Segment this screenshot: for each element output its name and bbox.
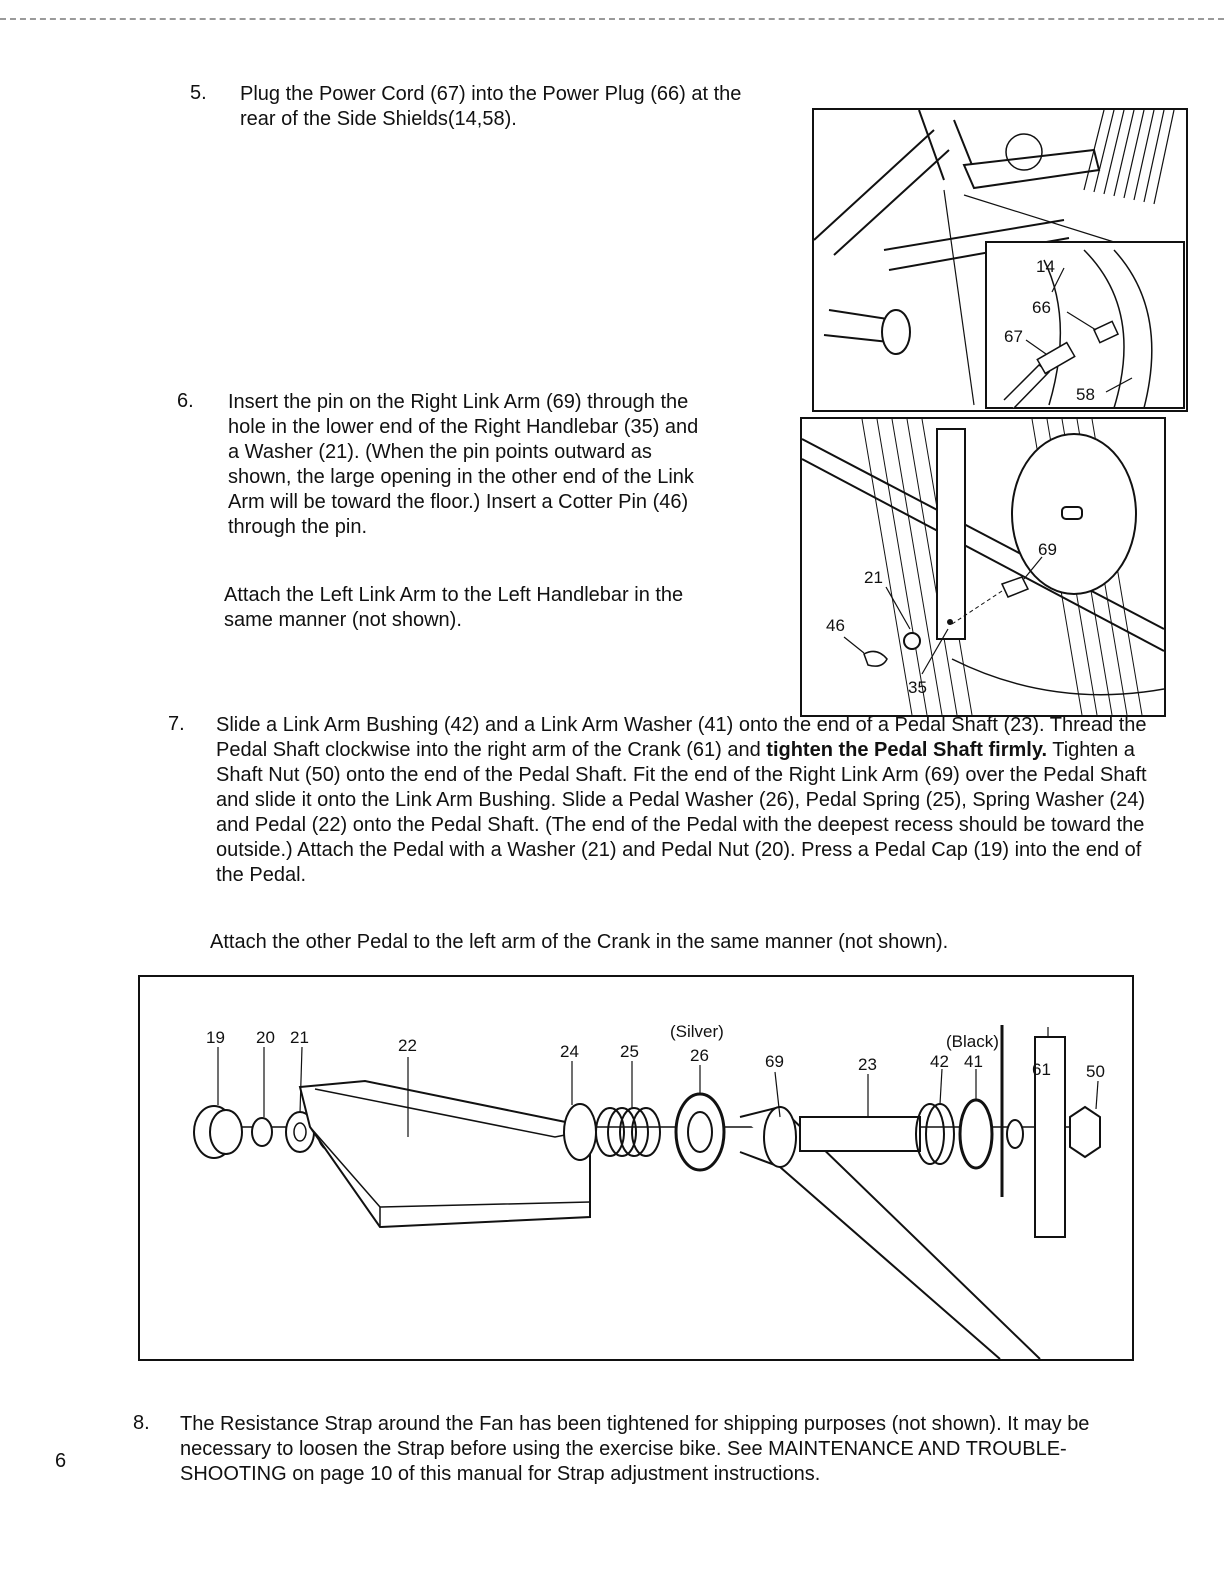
part-label-69: 69 [765,1052,784,1071]
part-label-23: 23 [858,1055,877,1074]
figure-label-14: 14 [1036,257,1055,276]
figure-label-69: 69 [1038,540,1057,559]
part-label-26: 26 [690,1046,709,1065]
figure-label-46: 46 [826,616,845,635]
step-8-number: 8. [133,1412,150,1434]
step-7-text [216,713,1171,888]
step-7-text-part1: Slide a Link Arm Bushing (42) and a Link Arm Washer (41) onto the end of a Pedal Shaft (23). Thread the Pedal Shaft clockwise into the right arm of the Crank (61) and [216,714,1147,761]
figure-label-58: 58 [1076,385,1095,404]
step-7-note: Attach the other Pedal to the left arm of the Crank in the same manner (not shown). [210,931,949,953]
figure-label-67: 67 [1004,327,1023,346]
part-label-50: 50 [1086,1062,1105,1081]
part-label-20: 20 [256,1028,275,1047]
part-label-42: 42 [930,1052,949,1071]
step-6-number: 6. [177,390,194,412]
step-7-text-part2: Tighten a Shaft Nut (50) onto the end of the Pedal Shaft. Fit the end of the Right Link Arm (69) over the Pedal Shaft and slide it onto the Link Arm Bushing. Slide a Pedal Washer (26), Pedal Spring (25), Spring Washer (24) and Pedal (22) onto the Pedal Shaft. (The end of the Pedal with the deepest recess should be toward the outside.) Attach the Pedal with a Washer (21) and Pedal Nut (20). Press a Pedal Cap (19) into the end of the Pedal. [216,739,1147,886]
step-7-bold-text: tighten the Pedal Shaft firmly. [766,739,1048,761]
figure-label-66: 66 [1032,298,1051,317]
step-6-note: Attach the Left Link Arm to the Left Handlebar in the same manner (not shown). [224,584,684,631]
part-label-black: (Black) [946,1032,999,1051]
figure-label-21: 21 [864,568,883,587]
step-8-text: The Resistance Strap around the Fan has been tightened for shipping purposes (not shown). It may be necessary to loosen the Strap before using the exercise bike. See MAINTENANCE AND TROUBLE-SHOOTING on page 10 of this manual for Strap adjustment instructions. [180,1413,1090,1485]
part-label-22: 22 [398,1036,417,1055]
part-label-19: 19 [206,1028,225,1047]
scan-top-edge-line [0,18,1224,20]
part-label-silver: (Silver) [670,1022,724,1041]
step-6-text: Insert the pin on the Right Link Arm (69) through the hole in the lower end of the Right Handlebar (35) and a Washer (21). (When the pin points outward as shown, the large opening in the other end of the Link Arm will be toward the floor.) Insert a Cotter Pin (46) through the pin. [228,391,699,538]
step-7-number: 7. [168,713,185,735]
part-label-24: 24 [560,1042,579,1061]
page-number: 6 [55,1450,67,1472]
link-arm-illustration [802,419,1164,715]
step-5-number: 5. [190,82,207,104]
step-5-text: Plug the Power Cord (67) into the Power Plug (66) at the rear of the Side Shields(14,58). [240,83,742,130]
step-6-figure [800,417,1166,717]
part-label-61: 61 [1032,1060,1051,1079]
step-5-figure [812,108,1188,412]
pedal-assembly-illustration [140,977,1132,1359]
part-label-21: 21 [290,1028,309,1047]
part-label-25: 25 [620,1042,639,1061]
step-7-exploded-figure [138,975,1134,1361]
part-label-41: 41 [964,1052,983,1071]
power-cord-illustration [814,110,1186,410]
figure-label-35: 35 [908,678,927,697]
